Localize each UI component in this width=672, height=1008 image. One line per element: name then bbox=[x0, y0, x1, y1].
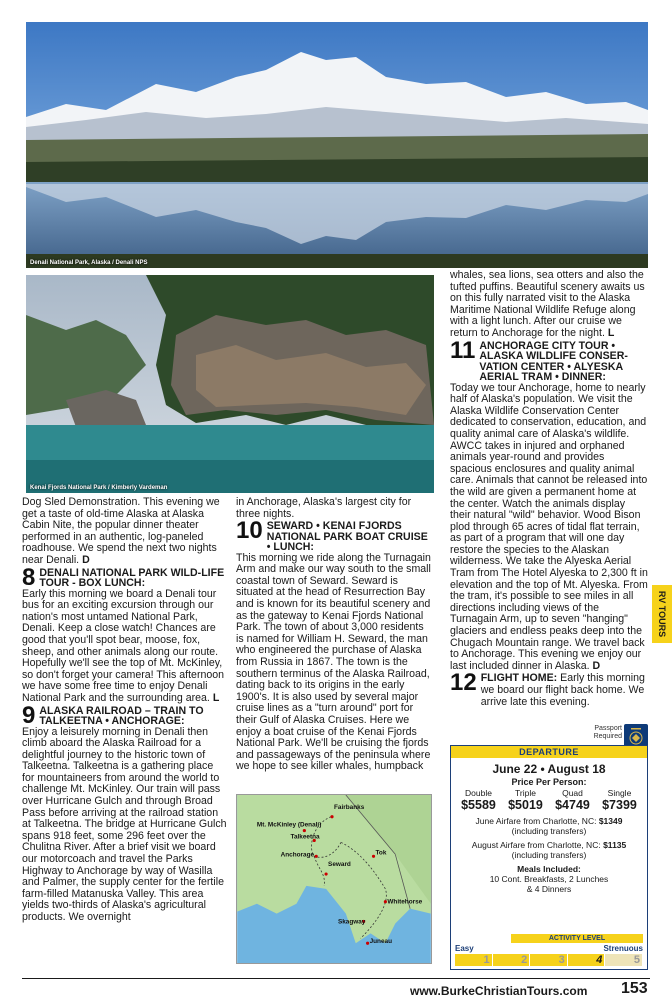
map-label-juneau: Juneau bbox=[369, 938, 393, 946]
kenai-fjords-photo-image bbox=[26, 275, 434, 493]
price-heading: Price Per Person: bbox=[511, 777, 587, 787]
activity-easy-label: Easy bbox=[455, 944, 474, 953]
august-airfare-price: $1135 bbox=[603, 840, 627, 850]
day7-continuation-text: Dog Sled Demonstration. This evening we get a taste of old-time Alaska at Alaska Cabin Nite, the popular dinner theater performed in an authentic, log-paneled roadhouse. We spend the next two nights near Denali. bbox=[22, 496, 220, 566]
page-number: 153 bbox=[621, 980, 648, 997]
day10-continuation-text: whales, sea lions, sea otters and also the tufted puffins. Beautiful scenery awaits us on this fully narrated visit to the Alaska Maritime National Wildlife Refuge along with a light lunch. After our cruise we return to Anchorage for the night. bbox=[450, 269, 645, 339]
price-type: Triple bbox=[515, 788, 536, 798]
price-quad bbox=[555, 788, 590, 812]
meal-code: L bbox=[212, 691, 220, 704]
day-title: DENALI NATIONAL PARK WILD-LIFE TOUR - BOX LUNCH: bbox=[39, 566, 225, 590]
departure-pricing-box bbox=[450, 745, 648, 970]
meals-line: 10 Cont. Breakfasts, 2 Lunches bbox=[489, 874, 609, 884]
august-airfare bbox=[451, 840, 647, 860]
day-title: ANCHORAGE CITY TOUR • ALASKA WILDLIFE CONSER-VATION CENTER • ALYESKA AERIAL TRAM • DINNER: bbox=[479, 339, 628, 384]
day-number: 9 bbox=[22, 701, 36, 729]
map-label-talkeetna: Talkeetna bbox=[290, 833, 320, 841]
footer-divider bbox=[22, 978, 650, 979]
price-grid bbox=[451, 788, 647, 812]
price-type: Quad bbox=[562, 788, 583, 798]
denali-photo-caption: Denali National Park, Alaska / Denali NPS bbox=[30, 260, 148, 266]
map-label-fairbanks: Fairbanks bbox=[334, 803, 365, 811]
kenai-fjords-photo bbox=[26, 275, 434, 493]
day-title: SEWARD • KENAI FJORDS NATIONAL PARK BOAT CRUISE • LUNCH: bbox=[266, 520, 428, 554]
meals-line: & 4 Dinners bbox=[526, 884, 572, 894]
day-number: 12 bbox=[450, 669, 477, 697]
map-label-tok: Tok bbox=[375, 849, 387, 857]
day-title: FLIGHT HOME: bbox=[480, 672, 558, 685]
day7-continuation bbox=[22, 497, 228, 567]
day9-continuation: in Anchorage, Alaska's largest city for three nights. bbox=[236, 496, 412, 520]
map-label-skagway: Skagway bbox=[337, 918, 366, 926]
day8-text: Early this morning we board a Denali tour bus for an exciting excursion through our nation's most untamed National Park, Denali. Keep a close watch! Chances are good that you'll spot bear, moose, fox, sheep, and other animals along our route. Hopefully we'll see the top of Mt. McKinley, so don't forget your camera! This afternoon we have some free time to enjoy Denali National Park and the surrounding area. bbox=[22, 587, 225, 704]
activity-level-step: 5 bbox=[605, 954, 642, 966]
footer-website-link[interactable]: www.BurkeChristianTours.com bbox=[410, 984, 588, 998]
meal-code: L bbox=[607, 326, 615, 339]
price-single bbox=[602, 788, 637, 812]
day10-heading bbox=[236, 517, 434, 554]
price-double bbox=[461, 788, 496, 812]
day11-heading bbox=[450, 336, 648, 384]
day9-description: Enjoy a leisurely morning in Denali then climb aboard the Alaska Railroad for a delightful journey to the historic town of Talkeetna. Talkeetna is a gathering place for mountaineers from around the world to challenge Mt. McKinley. Our train will pass over Hurricane Gulch and through Broad Pass before arriving at the railroad station at Talkeetna. The bridge at Hurricane Gulch spans 918 feet, some 296 feet over the Chulitna River. After a brief visit we board our motorcoach and travel the Parks Highway to Anchorage by way of Wasilla and Palmer, the supply center for the fertile farm-filled Matanuska Valley. This area yields two-thirds of Alaska's agricultural products. We overnight bbox=[22, 725, 227, 923]
day9-heading bbox=[22, 701, 228, 729]
departure-dates: June 22 • August 18 bbox=[492, 762, 606, 776]
june-airfare bbox=[451, 816, 647, 836]
meal-code: D bbox=[592, 659, 601, 672]
map-label-whitehorse: Whitehorse bbox=[387, 898, 423, 906]
day11-text: Today we tour Anchorage, home to nearly half of Alaska's population. We visit the Alaska Wildlife Conservation Center dedicated to conservation, education, and quality animal care of Alaska's wildlife. AWCC takes in injured and orphaned animals year-round and provides spacious enclosures and quality animal care. Animals that cannot be released into the wild are given a permanent home at the center. Watch the animals display their natural "wild" behavior. Wood Bison plod through 65 acres of tidal flat terrain, as part of a program that will one day restore the species to the Alaskan wilderness. We take the Alyeska Aerial Tram from The Hotel Alyeska to 2,300 ft in elevation and the top of Mt. Alyeska. From the tram, it's possible to see miles in all directions including views of the Turnagain Arm, up to seven "hanging" glaciers and endless peaks deep into the Chugach Mountain range. We travel back to Anchorage. This evening we enjoy our last included dinner in Alaska. bbox=[450, 381, 648, 672]
price-value: $5589 bbox=[461, 798, 496, 812]
itinerary-column-3 bbox=[450, 270, 648, 708]
august-airfare-text: August Airfare from Charlotte, NC: bbox=[471, 840, 601, 850]
activity-level-step: 3 bbox=[530, 954, 567, 966]
price-value: $5019 bbox=[508, 798, 543, 812]
price-type: Double bbox=[465, 788, 492, 798]
day8-heading bbox=[22, 563, 228, 591]
section-tab-label: RV TOURS bbox=[657, 590, 667, 638]
departure-header: DEPARTURE bbox=[451, 746, 647, 758]
day8-description bbox=[22, 589, 228, 705]
day-number: 10 bbox=[236, 517, 263, 545]
activity-level-step: 4 bbox=[568, 954, 605, 966]
day-number: 11 bbox=[450, 336, 476, 364]
activity-level-meter bbox=[455, 954, 643, 966]
passport-label-line2: Required bbox=[593, 733, 622, 740]
day11-description bbox=[450, 383, 648, 673]
activity-strenuous-label: Strenuous bbox=[603, 944, 643, 953]
day-title: ALASKA RAILROAD – TRAIN TO TALKEETNA • ANCHORAGE: bbox=[39, 704, 204, 727]
denali-photo bbox=[26, 22, 648, 268]
activity-level-step: 2 bbox=[493, 954, 530, 966]
day10-description: This morning we ride along the Turnagain Arm and make our way south to the small coastal town of Seward. Seward is situated at the head of Resurrection Bay and is known for its beautiful scenery and as the gateway to Kenai Fjords National Park. The town of about 3,000 residents is named for William H. Seward, the man who engineered the purchase of Alaska from Russia in 1867. The town is the southern terminus of the Alaska Railroad, dating back to its origins in the early 1900's. It is also used by several major cruise lines as a "turn around" port for their Gulf of Alaska Cruises. Here we enjoy a boat cruise of the Kenai Fjords National Park. We'll be cruising the fjords and passageways of the peninsula where we hope to see killer whales, humpback bbox=[236, 551, 431, 773]
meals-included bbox=[451, 874, 647, 894]
rv-tours-section-tab bbox=[652, 585, 672, 643]
june-airfare-text: June Airfare from Charlotte, NC: bbox=[475, 816, 597, 826]
denali-photo-image bbox=[26, 22, 648, 268]
meals-heading: Meals Included: bbox=[517, 864, 581, 874]
price-value: $7399 bbox=[602, 798, 637, 812]
price-value: $4749 bbox=[555, 798, 590, 812]
june-airfare-note: (including transfers) bbox=[511, 826, 587, 836]
itinerary-column-1 bbox=[22, 497, 228, 924]
map-label-anchorage: Anchorage bbox=[280, 851, 315, 859]
price-triple bbox=[508, 788, 543, 812]
day12-heading bbox=[450, 669, 648, 708]
alaska-route-map bbox=[236, 794, 432, 964]
day12-text: Early this morning we board our flight back home. We arrive late this evening. bbox=[480, 672, 645, 708]
alaska-route-map-drawing bbox=[237, 795, 431, 963]
itinerary-column-2 bbox=[236, 497, 434, 773]
price-type: Single bbox=[607, 788, 632, 798]
august-airfare-note: (including transfers) bbox=[511, 850, 587, 860]
map-label-mckinley: Mt. McKinley (Denali) bbox=[256, 821, 322, 829]
map-label-seward: Seward bbox=[328, 861, 351, 869]
day12-body bbox=[481, 673, 648, 708]
kenai-fjords-photo-caption: Kenai Fjords National Park / Kimberly Vardeman bbox=[30, 485, 168, 491]
meal-code: D bbox=[82, 553, 90, 566]
activity-level-header: ACTIVITY LEVEL bbox=[511, 934, 643, 943]
passport-required-label bbox=[582, 725, 622, 741]
day10-continuation bbox=[450, 270, 648, 340]
june-airfare-price: $1349 bbox=[598, 816, 623, 826]
passport-label-line1: Passport bbox=[594, 725, 622, 732]
activity-level-step: 1 bbox=[455, 954, 492, 966]
day-number: 8 bbox=[22, 563, 36, 591]
